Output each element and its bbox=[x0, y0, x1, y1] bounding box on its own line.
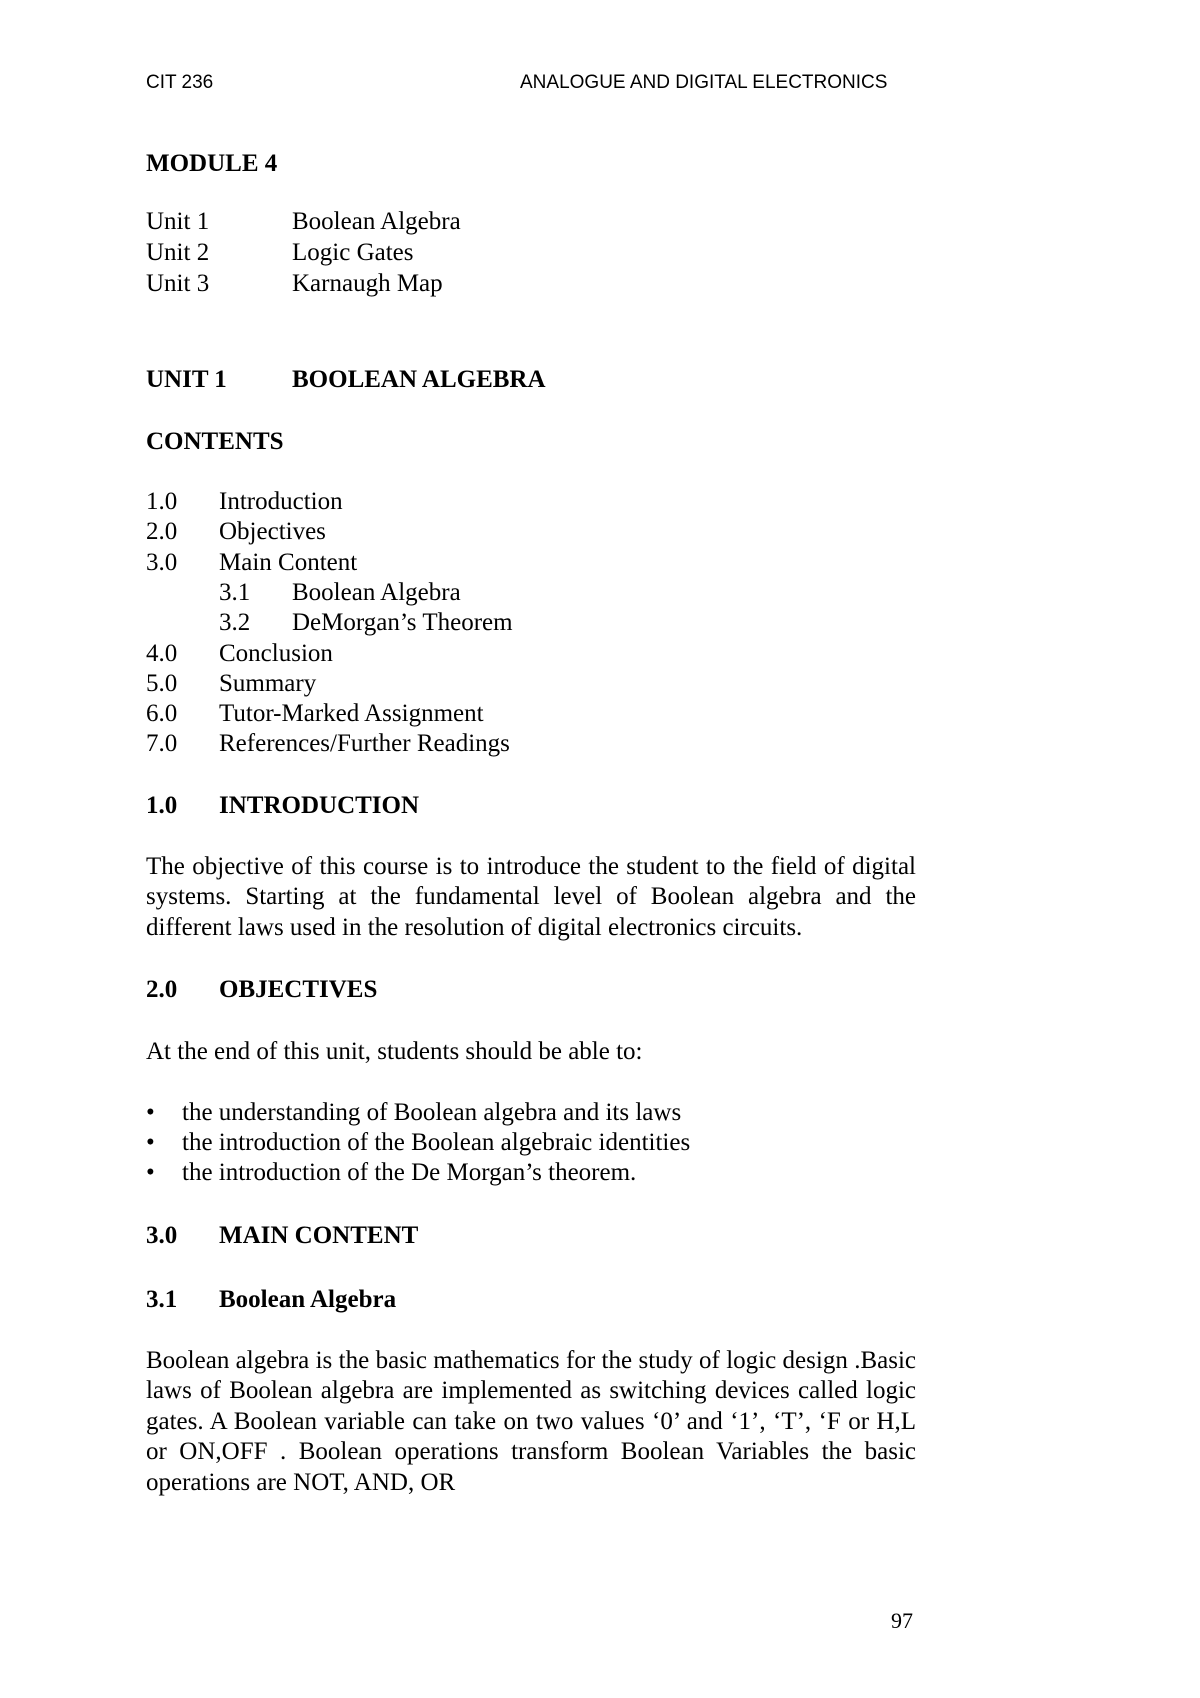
contents-item-number: 2.0 bbox=[146, 518, 178, 545]
unit-name: Logic Gates bbox=[292, 239, 414, 266]
objectives-bullet-text: the understanding of Boolean algebra and its laws bbox=[182, 1099, 682, 1126]
contents-item-text: Introduction bbox=[219, 488, 343, 515]
unit-heading-title: BOOLEAN ALGEBRA bbox=[292, 366, 546, 393]
unit-heading-label: UNIT 1 bbox=[146, 366, 227, 393]
bullet-icon: • bbox=[146, 1159, 155, 1186]
contents-item-text: Main Content bbox=[219, 549, 358, 576]
objectives-bullet-text: the introduction of the Boolean algebraic identities bbox=[182, 1129, 691, 1156]
contents-item-text: DeMorgan’s Theorem bbox=[292, 609, 513, 636]
section-number: 3.1 bbox=[146, 1286, 178, 1313]
main-content-heading: MAIN CONTENT bbox=[219, 1222, 419, 1249]
contents-item-number: 6.0 bbox=[146, 700, 178, 727]
contents-item-text: Objectives bbox=[219, 518, 326, 545]
objectives-bullet-text: the introduction of the De Morgan’s theorem. bbox=[182, 1159, 637, 1186]
main-content-number: 3.0 bbox=[146, 1222, 178, 1249]
contents-item-number: 7.0 bbox=[146, 730, 178, 757]
introduction-heading: INTRODUCTION bbox=[219, 792, 420, 819]
unit-label: Unit 3 bbox=[146, 270, 210, 297]
contents-item-number: 4.0 bbox=[146, 640, 178, 667]
module-title: MODULE 4 bbox=[146, 150, 278, 177]
contents-heading: CONTENTS bbox=[146, 428, 284, 455]
contents-item-number: 3.1 bbox=[219, 579, 251, 606]
contents-item-number: 3.2 bbox=[219, 609, 251, 636]
contents-item-text: Tutor-Marked Assignment bbox=[219, 700, 484, 727]
unit-name: Boolean Algebra bbox=[292, 208, 461, 235]
contents-item-text: Conclusion bbox=[219, 640, 333, 667]
introduction-number: 1.0 bbox=[146, 792, 178, 819]
contents-item-number: 1.0 bbox=[146, 488, 178, 515]
header-course-code: CIT 236 bbox=[146, 72, 214, 93]
unit-name: Karnaugh Map bbox=[292, 270, 443, 297]
bullet-icon: • bbox=[146, 1099, 155, 1126]
section-paragraph: Boolean algebra is the basic mathematics for the study of logic design .Basic laws of Boolean algebra are implemented as switching devices called logic gates. A Boolean variable can take on two values ‘0’ and ‘1’, ‘T’, ‘F or H,L or ON,OFF . Boolean operations transform Boolean Variables the basic operations are NOT, AND, OR bbox=[146, 1347, 916, 1496]
contents-item-text: Boolean Algebra bbox=[292, 579, 461, 606]
header-course-title: ANALOGUE AND DIGITAL ELECTRONICS bbox=[520, 72, 888, 93]
unit-label: Unit 2 bbox=[146, 239, 210, 266]
contents-item-number: 3.0 bbox=[146, 549, 178, 576]
section-heading: Boolean Algebra bbox=[219, 1286, 397, 1313]
objectives-intro: At the end of this unit, students should be able to: bbox=[146, 1038, 643, 1065]
contents-item-text: References/Further Readings bbox=[219, 730, 510, 757]
introduction-paragraph: The objective of this course is to introduce the student to the field of digital systems. Starting at the fundamental level of Boolean algebra and the different laws used in the resolution of digital electronics circuits. bbox=[146, 853, 916, 941]
objectives-number: 2.0 bbox=[146, 976, 178, 1003]
contents-item-number: 5.0 bbox=[146, 670, 178, 697]
bullet-icon: • bbox=[146, 1129, 155, 1156]
contents-item-text: Summary bbox=[219, 670, 317, 697]
page-number: 97 bbox=[891, 1608, 913, 1633]
unit-label: Unit 1 bbox=[146, 208, 210, 235]
objectives-heading: OBJECTIVES bbox=[219, 976, 378, 1003]
